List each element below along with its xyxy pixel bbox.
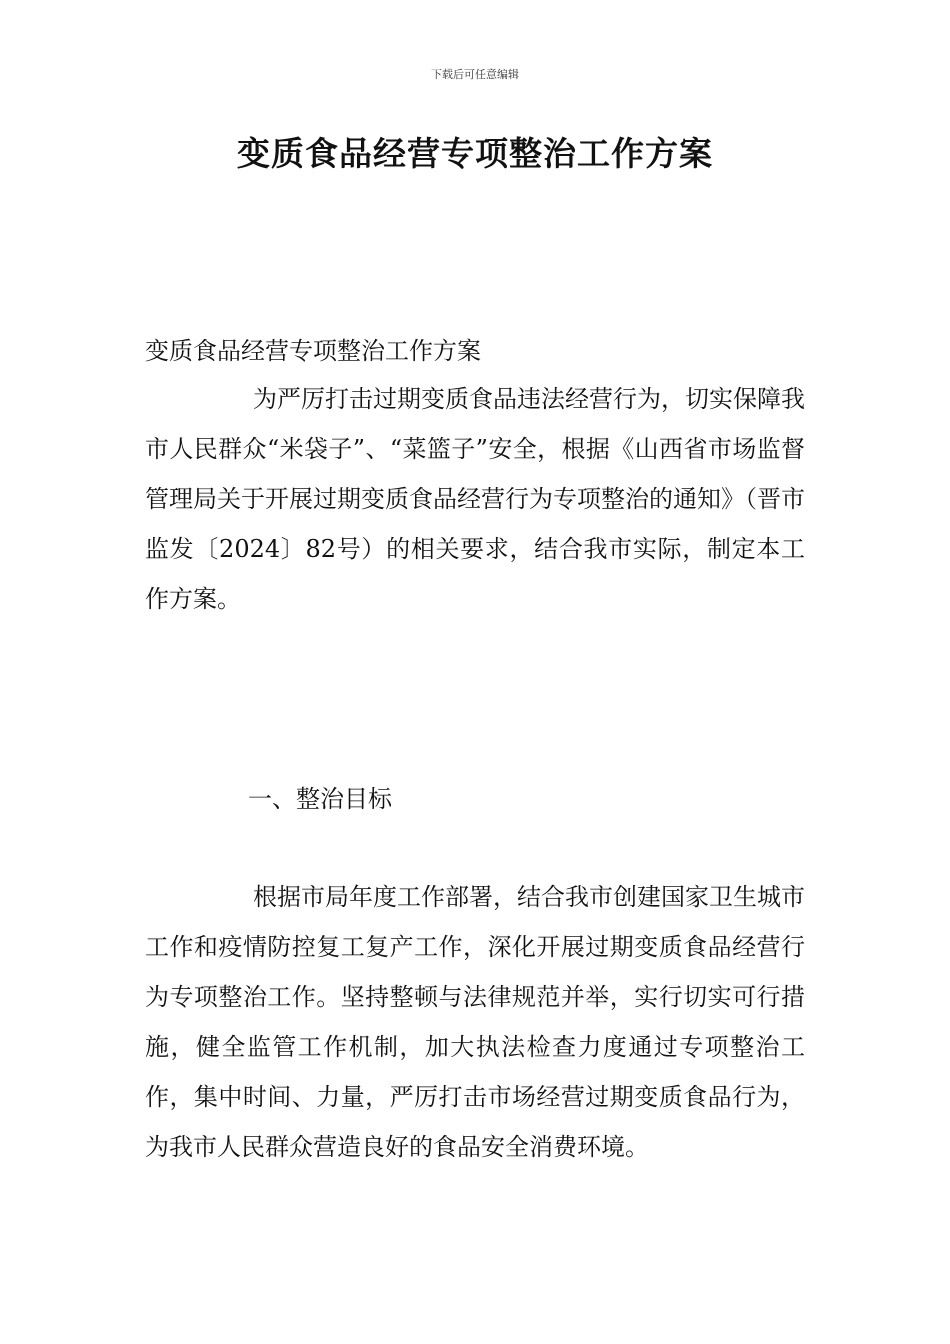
intro-paragraph: 为严厉打击过期变质食品违法经营行为，切实保障我市人民群众“米袋子”、“菜篮子”安全，根据《山西省市场监督管理局关于开展过期变质食品经营行为专项整治的通知》（晋市监发〔2024〕82号）的相关要求，结合我市实际，制定本工作方案。: [145, 385, 805, 613]
page-header-note: 下载后可任意编辑: [431, 68, 519, 81]
document-subtitle: 变质食品经营专项整治工作方案: [145, 337, 481, 365]
section-paragraph-goals: 根据市局年度工作部署，结合我市创建国家卫生城市工作和疫情防控复工复产工作，深化开展过期变质食品经营行为专项整治工作。坚持整顿与法律规范并举，实行切实可行措施，健全监管工作机制，加大执法检查力度通过专项整治工作，集中时间、力量，严厉打击市场经营过期变质食品行为，为我市人民群众营造良好的食品安全消费环境。: [145, 883, 805, 1161]
section-heading-goals: 一、整治目标: [248, 785, 392, 813]
document-title: 变质食品经营专项整治工作方案: [237, 134, 713, 173]
